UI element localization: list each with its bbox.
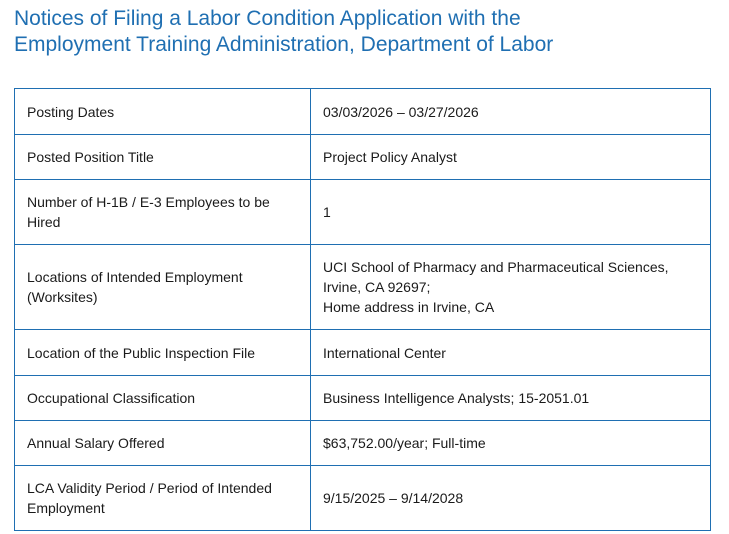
row-label-position-title: Posted Position Title: [15, 135, 311, 180]
table-row-inspection-file: [15, 330, 711, 376]
row-value-position-title: Project Policy Analyst: [311, 135, 711, 180]
row-label-validity-period: LCA Validity Period / Period of Intended Employment: [15, 466, 311, 531]
row-label-employee-count: Number of H-1B / E-3 Employees to be Hired: [15, 180, 311, 245]
row-value-worksites: [311, 245, 711, 330]
row-value-posting-dates: 03/03/2026 – 03/27/2026: [311, 89, 711, 135]
table-row-validity-period: [15, 466, 711, 531]
table-row-employee-count: [15, 180, 711, 245]
page-title-line-1: Notices of Filing a Labor Condition Application with the: [14, 7, 521, 30]
row-value-validity-period: 9/15/2025 – 9/14/2028: [311, 466, 711, 531]
row-value-employee-count: 1: [311, 180, 711, 245]
table-row-occupational-classification: [15, 376, 711, 421]
row-label-salary: Annual Salary Offered: [15, 421, 311, 466]
worksite-line-1: UCI School of Pharmacy and Pharmaceutical Sciences,: [323, 259, 669, 275]
row-label-posting-dates: Posting Dates: [15, 89, 311, 135]
worksite-line-3: Home address in Irvine, CA: [323, 299, 495, 315]
row-value-occupational-classification: Business Intelligence Analysts; 15-2051.01: [311, 376, 711, 421]
page-title-line-2: Employment Training Administration, Department of Labor: [14, 33, 554, 56]
row-value-salary: $63,752.00/year; Full-time: [311, 421, 711, 466]
table-row-position-title: [15, 135, 711, 180]
row-label-worksites: Locations of Intended Employment (Worksites): [15, 245, 311, 330]
row-label-inspection-file: Location of the Public Inspection File: [15, 330, 311, 376]
row-value-inspection-file: International Center: [311, 330, 711, 376]
worksite-line-2: Irvine, CA 92697;: [323, 279, 431, 295]
table-row-worksites: [15, 245, 711, 330]
table-row-posting-dates: [15, 89, 711, 135]
page-title: [14, 6, 714, 58]
table-row-salary: [15, 421, 711, 466]
row-label-occupational-classification: Occupational Classification: [15, 376, 311, 421]
lca-notice-table: [14, 88, 711, 531]
